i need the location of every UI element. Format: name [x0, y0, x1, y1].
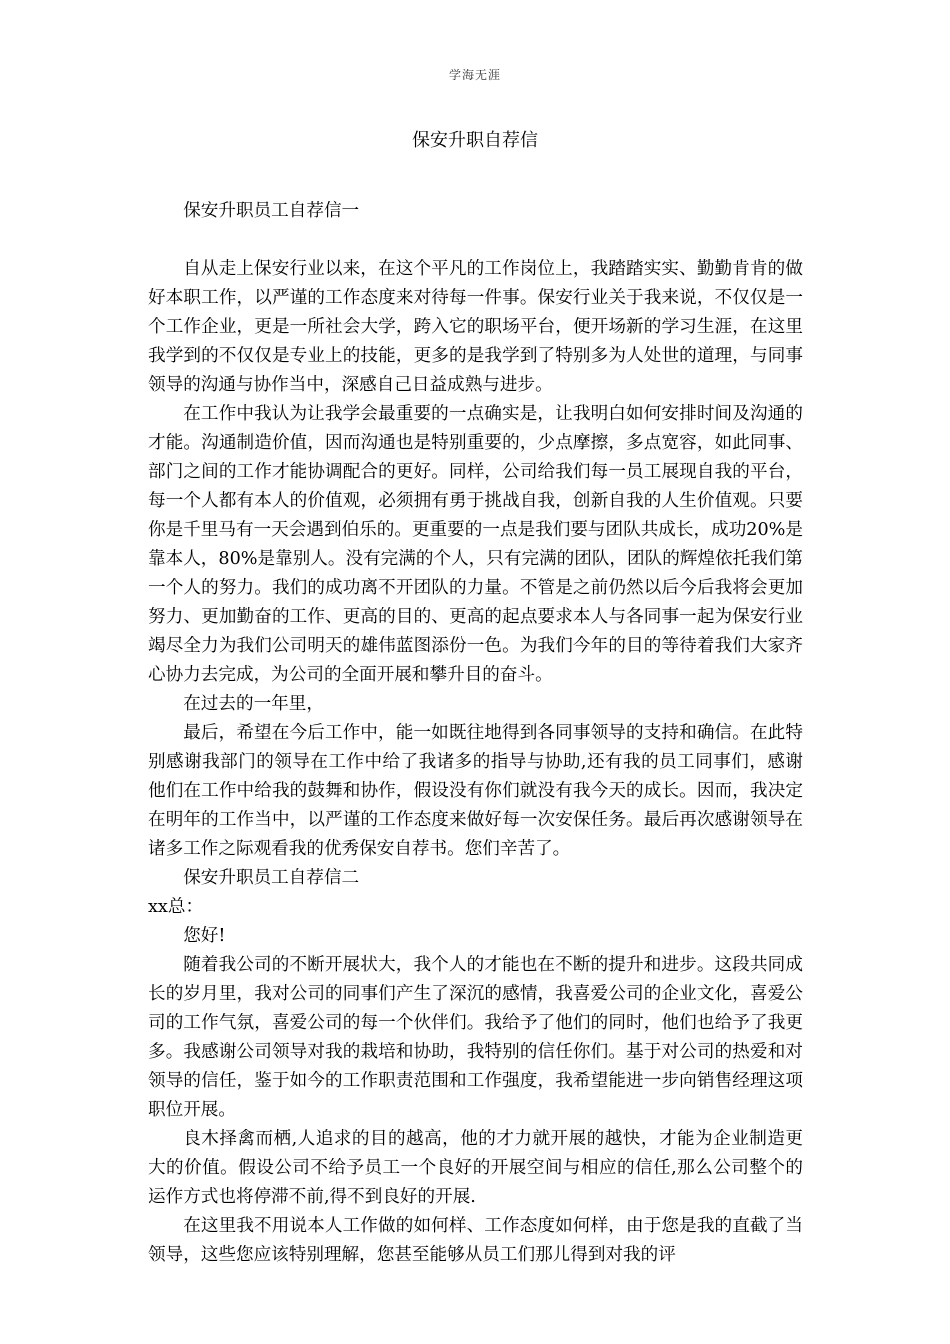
paragraph: 自从走上保安行业以来，在这个平凡的工作岗位上，我踏踏实实、勤勤肯肯的做好本职工作，以严谨的工作态度来对待每一件事。保安行业关于我来说，不仅仅是一个工作企业，更是一所社会大学，跨入它的职场平台，便开场新的学习生涯，在这里我学到的不仅仅是专业上的技能，更多的是我学到了特别多为人处世的道理，与同事领导的沟通与协作当中，深感自己日益成熟与进步。 [148, 259, 803, 395]
paragraph: 随着我公司的不断开展状大，我个人的才能也在不断的提升和进步。这段共同成长的岁月里，我对公司的同事们产生了深沉的感情，我喜爱公司的企业文化，喜爱公司的工作气氛，喜爱公司的每一个伙伴们。我给予了他们的同时，他们也给予了我更多。我感谢公司领导对我的栽培和协助，我特别的信任你们。基于对公司的热爱和对领导的信任，鉴于如今的工作职责范围和工作强度，我希望能进一步向销售经理这项职位开展。 [148, 955, 803, 1120]
paragraph: 在这里我不用说本人工作做的如何样、工作态度如何样，由于您是我的直截了当领导，这些您应该特别理解，您甚至能够从员工们那儿得到对我的评 [148, 1216, 803, 1265]
salutation-recipient: xx总： [148, 897, 204, 917]
paragraph: 在工作中我认为让我学会最重要的一点确实是，让我明白如何安排时间及沟通的才能。沟通制造价值，因而沟通也是特别重要的，少点摩擦，多点宽容，如此同事、部门之间的工作才能协调配合的更好。同样，公司给我们每一员工展现自我的平台，每一个人都有本人的价值观，必须拥有勇于挑战自我，创新自我的人生价值观。只要你是千里马有一天会遇到伯乐的。更重要的一点是我们要与团队共成长，成功20%是靠本人，80%是靠别人。没有完满的个人，只有完满的团队，团队的辉煌依托我们第一个人的努力。我们的成功离不开团队的力量。不管是之前仍然以后今后我将会更加努力、更加勤奋的工作、更高的目的、更高的起点要求本人与各同事一起为保安行业竭尽全力为我们公司明天的雄伟蓝图添份一色。为我们今年的目的等待着我们大家齐心协力去完成，为公司的全面开展和攀升目的奋斗。 [148, 404, 803, 685]
document-body [148, 197, 803, 1270]
paragraph: 良木择禽而栖,人追求的目的越高，他的才力就开展的越快，才能为企业制造更大的价值。假设公司不给予员工一个良好的开展空间与相应的信任,那么公司整个的运作方式也将停滞不前,得不到良好的开展. [148, 1129, 803, 1207]
section-heading-1: 保安升职员工自荐信一 [183, 201, 360, 221]
section-heading-2: 保安升职员工自荐信二 [183, 868, 360, 888]
page-header: 学海无涯 [448, 68, 501, 82]
paragraph: 在过去的一年里， [183, 694, 324, 714]
greeting: 您好! [183, 926, 226, 946]
paragraph: 最后，希望在今后工作中，能一如既往地得到各同事领导的支持和确信。在此特别感谢我部门的领导在工作中给了我诸多的指导与协助,还有我的员工同事们，感谢他们在工作中给我的鼓舞和协作，假设没有你们就没有我今天的成长。因而，我决定在明年的工作当中，以严谨的工作态度来做好每一次安保任务。最后再次感谢领导在诸多工作之际观看我的优秀保安自荐书。您们辛苦了。 [148, 723, 803, 859]
document-title: 保安升职自荐信 [412, 130, 538, 151]
